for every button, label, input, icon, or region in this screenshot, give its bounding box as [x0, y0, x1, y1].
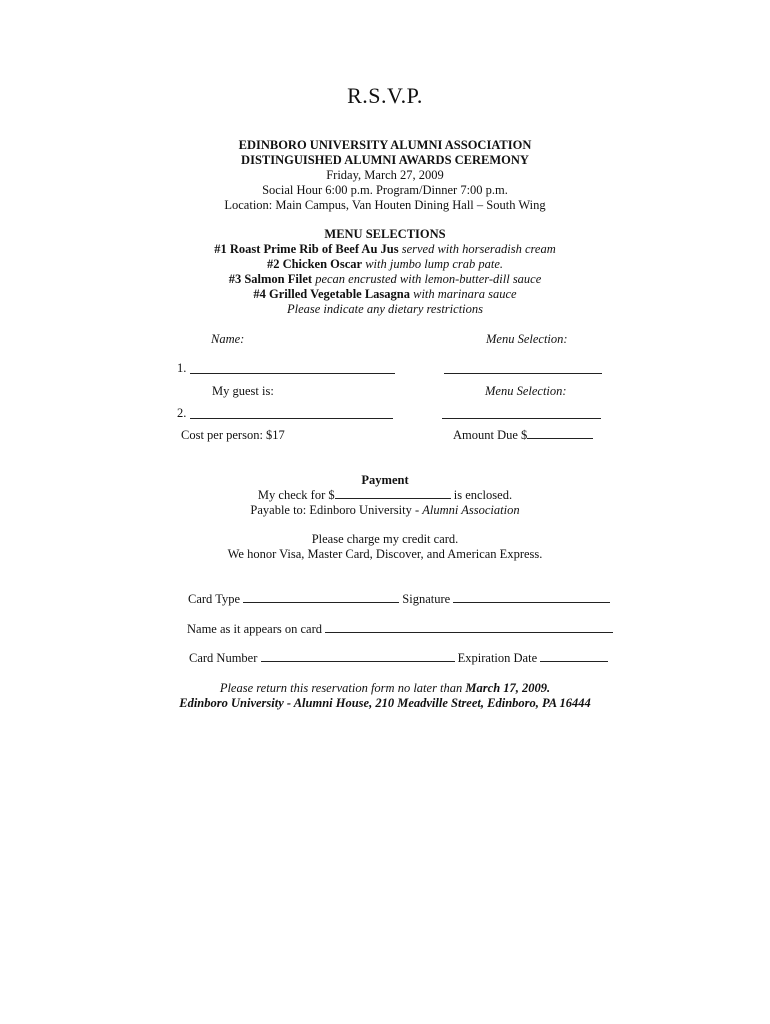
payable-line	[0, 503, 770, 518]
guest-2-menu-field[interactable]	[442, 418, 601, 419]
return-prefix: Please return this reservation form no later than	[219, 681, 466, 695]
card-type-field[interactable]	[243, 592, 399, 603]
return-date: March 17, 2009.	[465, 681, 551, 695]
menu-item-3-name: #3 Salmon Filet	[228, 272, 313, 286]
expiration-field[interactable]	[540, 651, 608, 662]
card-number-row	[189, 651, 608, 666]
payment-heading: Payment	[361, 473, 409, 487]
event-times: Social Hour 6:00 p.m. Program/Dinner 7:00 p.m.	[262, 183, 508, 197]
card-number-label: Card Number	[189, 651, 258, 665]
payable-italic: Alumni Association	[422, 503, 520, 517]
return-address: Edinboro University - Alumni House, 210 Meadville Street, Edinboro, PA 16444	[179, 696, 591, 710]
menu-item-2-desc: with jumbo lump crab pate.	[362, 257, 504, 271]
check-line	[0, 488, 770, 503]
guest-label: My guest is:	[212, 384, 274, 398]
charge-card-text: Please charge my credit card.	[311, 532, 459, 546]
name-label: Name:	[211, 332, 245, 346]
check-prefix: My check for $	[257, 488, 335, 502]
menu-selection-label: Menu Selection:	[486, 332, 568, 346]
menu-heading: MENU SELECTIONS	[324, 227, 446, 241]
card-number-field[interactable]	[261, 651, 455, 662]
menu-item-3	[0, 272, 770, 287]
guest-2-name-field[interactable]	[190, 418, 393, 419]
expiration-label: Expiration Date	[457, 651, 538, 665]
page-title: R.S.V.P.	[347, 83, 423, 108]
amount-due-row	[453, 428, 593, 443]
guest-1-menu-field[interactable]	[444, 373, 602, 374]
menu-item-4-name: #4 Grilled Vegetable Lasagna	[253, 287, 410, 301]
row-2-number: 2.	[177, 406, 187, 420]
dietary-note: Please indicate any dietary restrictions	[286, 302, 484, 316]
menu-item-3-desc: pecan encrusted with lemon-butter-dill sauce	[312, 272, 542, 286]
name-on-card-field[interactable]	[325, 622, 613, 633]
signature-field[interactable]	[453, 592, 610, 603]
guest-1-name-field[interactable]	[190, 373, 395, 374]
return-notice	[0, 681, 770, 696]
menu-item-1-desc: served with horseradish cream	[398, 242, 556, 256]
menu-item-1-name: #1 Roast Prime Rib of Beef Au Jus	[214, 242, 399, 256]
event-location: Location: Main Campus, Van Houten Dining Hall – South Wing	[224, 198, 546, 212]
check-suffix: is enclosed.	[450, 488, 513, 502]
menu-selection-label-2: Menu Selection:	[485, 384, 567, 398]
menu-item-2-name: #2 Chicken Oscar	[266, 257, 363, 271]
amount-due-label: Amount Due $	[453, 428, 528, 442]
org-name: EDINBORO UNIVERSITY ALUMNI ASSOCIATION	[238, 138, 532, 152]
card-type-label: Card Type	[188, 592, 241, 606]
card-type-row	[188, 592, 610, 607]
signature-label: Signature	[402, 592, 451, 606]
menu-item-2	[0, 257, 770, 272]
amount-due-field[interactable]	[527, 428, 593, 439]
event-name: DISTINGUISHED ALUMNI AWARDS CEREMONY	[241, 153, 529, 167]
menu-item-1	[0, 242, 770, 257]
row-1-number: 1.	[177, 361, 187, 375]
menu-item-4-desc: with marinara sauce	[410, 287, 517, 301]
payable-prefix: Payable to: Edinboro University -	[250, 503, 423, 517]
name-on-card-row	[187, 622, 613, 637]
event-date: Friday, March 27, 2009	[326, 168, 444, 182]
honor-cards-text: We honor Visa, Master Card, Discover, and American Express.	[227, 547, 543, 561]
check-amount-field[interactable]	[335, 488, 451, 499]
menu-item-4	[0, 287, 770, 302]
cost-per-person: Cost per person: $17	[181, 428, 285, 442]
name-on-card-label: Name as it appears on card	[187, 622, 323, 636]
